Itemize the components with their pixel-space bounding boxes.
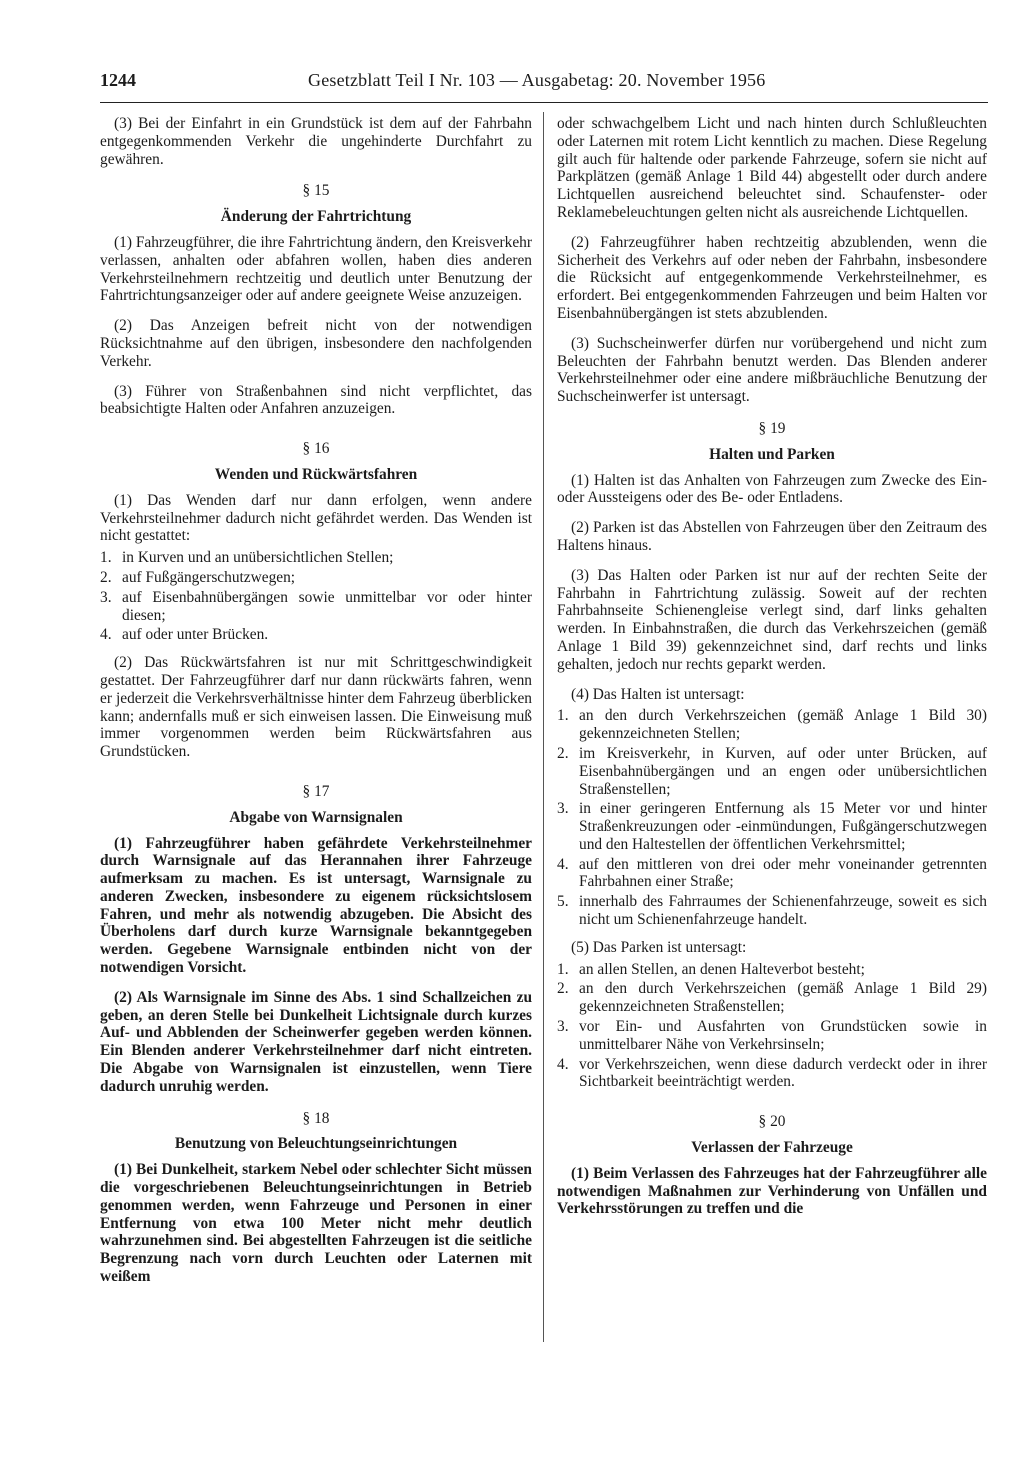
section-title: Wenden und Rückwärtsfahren [214, 465, 418, 483]
paragraph: (2) Parken ist das Abstellen von Fahrzeugen über den Zeitraum des Haltens hinaus. [557, 519, 987, 554]
section-title: Halten und Parken [709, 445, 835, 463]
list-item: 4. auf den mittleren von drei oder mehr voneinander getrennten Fahrbahnen einer Straße; [557, 855, 987, 891]
section-number: § 20 [758, 1113, 786, 1131]
paragraph: (1) Fahrzeugführer haben gefährdete Verkehrsteilnehmer durch Warnsignale auf das Herannahen ihrer Fahrzeuge aufmerksam zu machen. Es ist untersagt, Warnsignale zu anderen Zwecken, insbesondere zu eigenem rücksichtslosem Fahren, und mehr als notwendig abzugeben. Die Absicht des Überholens darf durch kurze Warnsignale bekanntgegeben werden. Gegebene Warnsignale entbinden nicht von der notwendigen Vorsicht. [100, 834, 532, 977]
section-number: § 17 [302, 782, 330, 800]
list-item: 5. innerhalb des Fahrraumes der Schienenfahrzeuge, soweit es sich nicht um Schienenfahrzeuge handelt. [557, 893, 987, 929]
paragraph: (1) Fahrzeugführer, die ihre Fahrtrichtung ändern, den Kreisverkehr verlassen, anhalten oder abfahren wollen, haben dies anderen Verkehrsteilnehmern rechtzeitig und deutlich unter Benutzung der Fahrtrichtungsanzeiger oder auf andere geeignete Weise anzuzeigen. [100, 233, 532, 305]
list-item: 4. vor Verkehrszeichen, wenn diese dadurch verdeckt oder in ihrer Sichtbarkeit beeinträchtigt werden. [557, 1055, 987, 1091]
left-column [100, 115, 532, 1298]
section-number: § 18 [302, 1109, 330, 1127]
list-item: 2. im Kreisverkehr, in Kurven, auf oder unter Brücken, auf Eisenbahnübergängen und an engen oder unübersichtlichen Straßenstellen; [557, 744, 987, 798]
paragraph: (2) Fahrzeugführer haben rechtzeitig abzublenden, wenn die Sicherheit des Verkehrs auf oder neben der Fahrbahn, insbesondere die Rücksicht auf entgegenkommende Verkehrsteilnehmer, es erfordert. Bei entgegenkommenden Fahrzeugen und beim Halten vor Eisenbahnübergängen ist stets abzublenden. [557, 233, 987, 322]
numbered-list [100, 549, 532, 644]
list-item: 2. auf Fußgängerschutzwegen; [100, 568, 296, 586]
paragraph: (3) Bei der Einfahrt in ein Grundstück ist dem auf der Fahrbahn entgegenkommenden Verkehr die ungehinderte Durchfahrt zu gewähren. [100, 115, 532, 168]
paragraph: (4) Das Halten ist untersagt: [571, 685, 745, 703]
page-header [100, 66, 988, 103]
paragraph: (3) Das Halten oder Parken ist nur auf der rechten Seite der Fahrbahn in Fahrtrichtung zulässig. Soweit auf der rechten Fahrbahnseite Schienengleise verlegt sind, darf links gehalten werden. In Einbahnstraßen, die durch das Verkehrszeichen (gemäß Anlage 1 Bild 39) gekennzeichnet sind, darf rechts und links gehalten, jedoch nur rechts geparkt werden. [557, 566, 987, 673]
section-title: Änderung der Fahrtrichtung [220, 208, 412, 226]
section-title: Benutzung von Beleuchtungseinrichtungen [174, 1135, 458, 1153]
paragraph: (2) Das Anzeigen befreit nicht von der notwendigen Rücksichtnahme auf den übrigen, insbesondere den nachfolgenden Verkehr. [100, 317, 532, 370]
list-item: 1. an den durch Verkehrszeichen (gemäß Anlage 1 Bild 30) gekennzeichneten Stellen; [557, 707, 987, 743]
header-title: Gesetzblatt Teil I Nr. 103 — Ausgabetag: 20. November 1956 [308, 70, 766, 90]
numbered-list [557, 961, 987, 1092]
paragraph: oder schwachgelbem Licht und nach hinten durch Schlußleuchten oder Laternen mit rotem Licht kenntlich zu machen. Diese Regelung gilt auch für haltende oder parkende Fahrzeuge, sofern sie nicht auf Parkplätzen (gemäß Anlage 1 Bild 44) abgestellt oder durch andere Lichtquellen ausreichend beleuchtet sind. Schaufenster- oder Reklamebeleuchtungen gelten nicht als ausreichende Lichtquellen. [557, 115, 987, 221]
list-item: 3. auf Eisenbahnübergängen sowie unmittelbar vor oder hinter diesen; [100, 588, 532, 624]
column-divider [543, 112, 544, 1342]
paragraph: (5) Das Parken ist untersagt: [571, 938, 747, 956]
paragraph: (2) Als Warnsignale im Sinne des Abs. 1 sind Schallzeichen zu geben, an deren Stelle bei Dunkelheit Lichtsignale durch kurzes Auf- und Abblenden der Scheinwerfer gegeben werden können. Ein Blenden anderer Verkehrsteilnehmer darf nicht eintreten. Die Abgabe von Warnsignalen ist einzustellen, wenn Tiere dadurch unruhig werden. [100, 988, 532, 1095]
list-item: 2. an den durch Verkehrszeichen (gemäß Anlage 1 Bild 29) gekennzeichneten Straßenstellen; [557, 980, 987, 1016]
paragraph: (1) Bei Dunkelheit, starkem Nebel oder schlechter Sicht müssen die vorgeschriebenen Beleuchtungseinrichtungen in Betrieb genommen werden, wenn Fahrzeuge und Personen in einer Entfernung von etwa 100 Meter nicht mehr deutlich wahrzunehmen sind. Bei abgestellten Fahrzeugen ist die seitliche Begrenzung nach vorn durch Leuchten oder Laternen mit weißem [100, 1161, 532, 1286]
list-item: 3. in einer geringeren Entfernung als 15 Meter vor und hinter Straßenkreuzungen oder -einmündungen, Fußgängerschutzwegen und den Haltestellen der öffentlichen Verkehrsmittel; [557, 800, 987, 853]
section-number: § 15 [302, 182, 330, 200]
paragraph: (1) Das Wenden darf nur dann erfolgen, wenn andere Verkehrsteilnehmer dadurch nicht gefährdet werden. Das Wenden ist nicht gestattet: [100, 491, 532, 545]
list-item: 3. vor Ein- und Ausfahrten von Grundstücken sowie in unmittelbarer Nähe von Verkehrsinseln; [557, 1018, 987, 1053]
paragraph: (1) Beim Verlassen des Fahrzeuges hat der Fahrzeugführer alle notwendigen Maßnahmen zur Verhinderung von Unfällen und Verkehrsstörungen zu treffen und die [557, 1164, 987, 1218]
list-item: 1. an allen Stellen, an denen Halteverbot besteht; [557, 960, 865, 978]
section-title: Verlassen der Fahrzeuge [691, 1139, 853, 1157]
paragraph: (1) Halten ist das Anhalten von Fahrzeugen zum Zwecke des Ein- oder Aussteigens oder des Be- oder Entladens. [557, 471, 987, 507]
section-number: § 19 [758, 419, 786, 437]
section-number: § 16 [302, 440, 330, 458]
paragraph: (3) Suchscheinwerfer dürfen nur vorübergehend und nicht zum Beleuchten der Fahrbahn benutzt werden. Das Blenden anderer Verkehrsteilnehmer oder eine andere mißbräuchliche Benutzung der Suchscheinwerfer ist untersagt. [557, 334, 987, 406]
paragraph: (3) Führer von Straßenbahnen sind nicht verpflichtet, das beabsichtigte Halten oder Anfahren anzuzeigen. [100, 382, 532, 418]
list-item: 4. auf oder unter Brücken. [100, 626, 269, 644]
page-number: 1244 [100, 70, 136, 90]
list-item: 1. in Kurven und an unübersichtlichen Stellen; [100, 549, 394, 567]
paragraph: (2) Das Rückwärtsfahren ist nur mit Schrittgeschwindigkeit gestattet. Der Fahrzeugführer darf nur dann rückwärts fahren, wenn er jederzeit die Verkehrsverhältnisse hinter dem Fahrzeug überblicken kann; andernfalls muß er sich einweisen lassen. Die Einweisung muß immer vorgenommen werden beim Rückwärtsfahren aus Grundstücken. [100, 654, 532, 761]
section-title: Abgabe von Warnsignalen [229, 808, 403, 826]
numbered-list [557, 707, 987, 929]
right-column [557, 115, 987, 1230]
